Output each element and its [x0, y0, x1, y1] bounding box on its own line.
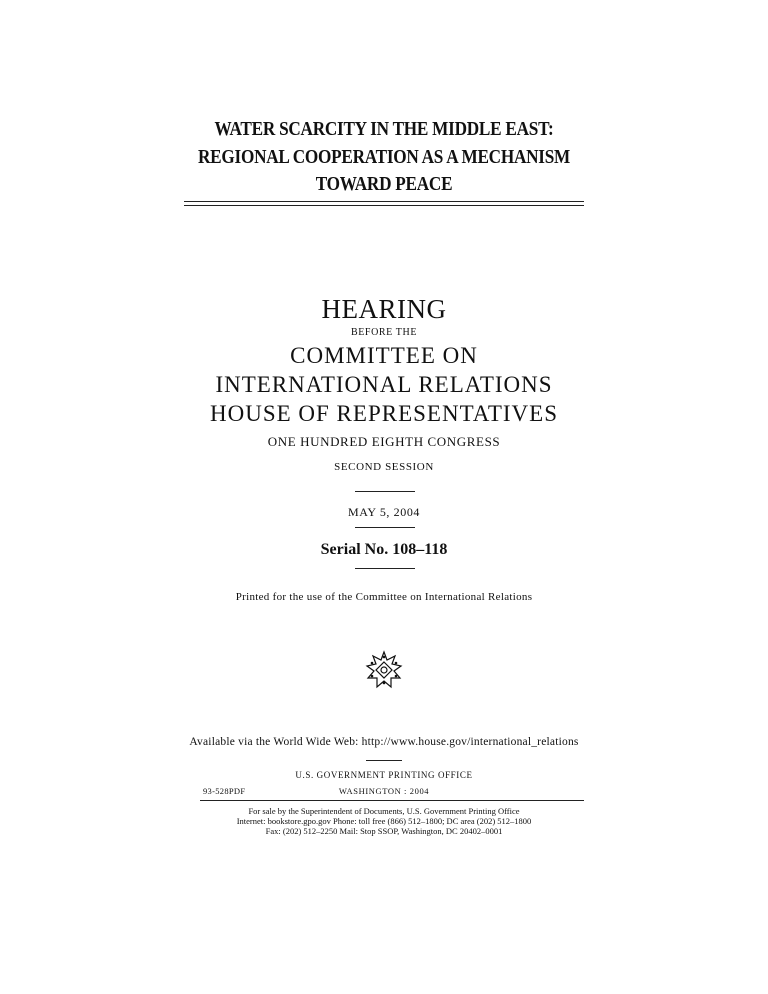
committee-line-3: HOUSE OF REPRESENTATIVES	[209, 401, 559, 426]
serial-number: Serial No. 108–118	[320, 541, 448, 558]
title-rule-bottom	[184, 205, 584, 206]
document-code: 93-528PDF	[203, 786, 246, 796]
sale-line-1: For sale by the Superintendent of Documents, U.S. Government Printing Office	[248, 806, 520, 816]
title-line-1: WATER SCARCITY IN THE MIDDLE EAST:	[214, 118, 554, 140]
title-line-2: REGIONAL COOPERATION AS A MECHANISM	[198, 146, 570, 168]
committee-line-2: INTERNATIONAL RELATIONS	[215, 372, 553, 397]
hearing-heading: HEARING	[321, 294, 447, 324]
gpo-office-label: U.S. GOVERNMENT PRINTING OFFICE	[295, 770, 473, 780]
sale-line-3: Fax: (202) 512–2250 Mail: Stop SSOP, Washington, DC 20402–0001	[265, 826, 503, 836]
congress-label: ONE HUNDRED EIGHTH CONGRESS	[267, 434, 501, 449]
rule-below-serial	[355, 568, 415, 569]
rule-above-sale	[200, 800, 584, 801]
washington-year: WASHINGTON : 2004	[338, 786, 430, 796]
gpo-seal-icon	[365, 650, 403, 690]
before-the-label: BEFORE THE	[350, 327, 418, 338]
session-label: SECOND SESSION	[334, 461, 434, 473]
printed-for-note: Printed for the use of the Committee on International Relations	[235, 591, 533, 603]
rule-above-gpo	[366, 760, 402, 761]
title-rule-top	[184, 201, 584, 202]
hearing-date: MAY 5, 2004	[347, 505, 421, 519]
rule-above-date	[355, 491, 415, 492]
title-line-3: TOWARD PEACE	[315, 173, 453, 195]
committee-line-1: COMMITTEE ON	[290, 343, 478, 368]
sale-line-2: Internet: bookstore.gpo.gov Phone: toll free (866) 512–1800; DC area (202) 512–1800	[236, 816, 532, 826]
rule-below-date	[355, 527, 415, 528]
web-availability: Available via the World Wide Web: http://www.house.gov/international_relations	[189, 736, 579, 748]
